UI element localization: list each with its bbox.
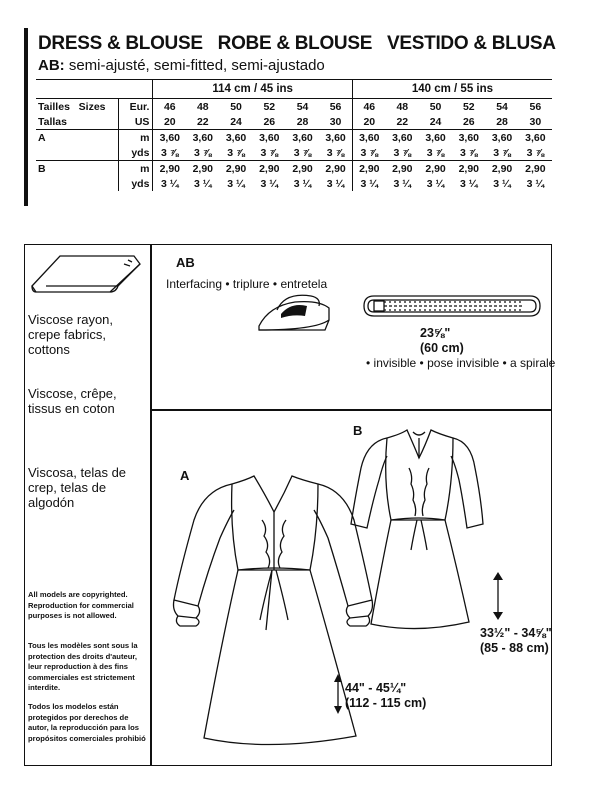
yardage-cell: 3 ⅞: [493, 146, 511, 159]
yardage-cell: 3 ⅞: [293, 146, 312, 159]
yardage-cell: 3 ¼: [227, 177, 245, 190]
fit-text: semi-ajusté, semi-fitted, semi-ajustado: [64, 57, 325, 74]
yardage-cell: 3,60: [253, 130, 286, 146]
view-a-yds-row: [36, 145, 552, 161]
fit-code: AB:: [38, 57, 65, 74]
yardage-cell: 2,90: [519, 161, 552, 177]
panel-divider-vertical: [150, 244, 152, 766]
yardage-cell: 3,60: [519, 130, 552, 146]
yardage-cell: 3 ¼: [493, 177, 511, 190]
yardage-cell: 3 ¼: [393, 177, 412, 190]
size-cell: 30: [329, 115, 342, 128]
size-cell: 46: [352, 99, 385, 115]
accent-bar: [24, 28, 28, 206]
view-label: B: [36, 161, 119, 177]
yardage-cell: 3,60: [286, 130, 319, 146]
size-cell: 52: [462, 100, 475, 113]
length-arrow-a: [333, 672, 343, 716]
yardage-cell: 3,60: [352, 130, 385, 146]
copyright-fr: Tous les modèles sont sous la protection des droits d'auteur, leur reproduction à des fins commerciales est strictement interdite.: [28, 641, 138, 692]
yardage-cell: 2,90: [485, 161, 518, 177]
zipper-length-cm: (60 cm): [420, 341, 464, 355]
size-label: Tailles Sizes: [38, 100, 106, 113]
yardage-cell: 2,90: [386, 161, 419, 177]
fabric-width-row: [36, 80, 552, 99]
panel-divider-horizontal: [150, 409, 552, 411]
length-b-cm: (85 - 88 cm): [480, 641, 549, 655]
yardage-cell: 3 ¼: [153, 176, 186, 191]
view-b-m-row: [36, 161, 552, 177]
us-size-row: [36, 114, 552, 130]
size-cell: 56: [529, 100, 542, 113]
view-a-label: A: [180, 468, 190, 483]
notions-views: AB: [176, 255, 195, 270]
eur-label: Eur.: [119, 99, 153, 115]
unit-label: yds: [119, 145, 153, 161]
yardage-cell: 3 ⅞: [526, 146, 545, 159]
yardage-cell: 3 ⅞: [352, 145, 385, 161]
yardage-cell: 3,60: [485, 130, 518, 146]
size-cell: 50: [429, 100, 442, 113]
yardage-cell: 2,90: [352, 161, 385, 177]
copyright-en: All models are copyrighted. Reproduction for commercial purposes is not allowed.: [28, 590, 134, 620]
yardage-cell: 3 ⅞: [426, 146, 445, 159]
view-label: A: [36, 130, 119, 146]
fabric-bolt-icon: [30, 250, 148, 296]
size-cell: 22: [396, 115, 409, 128]
size-cell: 30: [529, 115, 542, 128]
yardage-cell: 3,60: [319, 130, 352, 146]
yardage-cell: 2,90: [253, 161, 286, 177]
yardage-cell: 3 ¼: [194, 177, 212, 190]
yardage-cell: 3 ⅞: [326, 146, 345, 159]
copyright-es: Todos los modelos están protegidos por derechos de autor, la reproducción para los propósitos comerciales prohibió: [28, 702, 146, 743]
fabric-suggestions-en: Viscose rayon, crepe fabrics, cottons: [28, 312, 114, 357]
page-title: DRESS & BLOUSE ROBE & BLOUSE VESTIDO & BLUSA: [38, 33, 556, 54]
view-b-label: B: [353, 423, 363, 438]
yardage-cell: 2,90: [452, 161, 485, 177]
length-a: [345, 681, 426, 711]
yardage-cell: 2,90: [419, 161, 452, 177]
yardage-cell: 2,90: [286, 161, 319, 177]
yardage-cell: 3 ¼: [526, 177, 545, 190]
size-cell: 26: [263, 115, 276, 128]
fabric-suggestions-fr: Viscose, crêpe, tissus en coton: [28, 386, 117, 416]
size-cell: 48: [196, 100, 209, 113]
unit-label: m: [119, 130, 153, 146]
length-b-in: 33½" - 34⅝": [480, 626, 552, 640]
yardage-cell: 2,90: [319, 161, 352, 177]
eur-size-row: [36, 99, 552, 115]
yardage-table: [36, 79, 552, 191]
yardage-cell: 3 ⅞: [393, 146, 412, 159]
size-cell: 52: [263, 100, 276, 113]
zipper-length: [420, 326, 464, 356]
iron-icon: [255, 290, 335, 338]
unit-label: m: [119, 161, 153, 177]
yardage-cell: 3,60: [219, 130, 252, 146]
yardage-cell: 2,90: [186, 161, 219, 177]
fabric-width-114: 114 cm / 45 ins: [153, 80, 353, 99]
fit-subtitle: [38, 57, 325, 74]
yardage-cell: 3,60: [419, 130, 452, 146]
size-cell: 24: [429, 115, 442, 128]
zipper-type: • invisible • pose invisible • a spirale: [366, 356, 556, 370]
length-a-cm: (112 - 115 cm): [345, 696, 427, 710]
length-arrow-b: [492, 570, 504, 622]
fabric-width-140: 140 cm / 55 ins: [352, 80, 552, 99]
yardage-cell: 3 ¼: [460, 177, 478, 190]
length-a-in: 44" - 45¼": [345, 681, 407, 695]
yardage-cell: 3 ⅞: [227, 146, 245, 159]
yardage-cell: 3 ¼: [293, 177, 312, 190]
yardage-cell: 3,60: [153, 130, 186, 146]
size-cell: 54: [496, 100, 508, 113]
size-cell: 20: [153, 114, 186, 130]
yardage-cell: 3 ¼: [326, 177, 345, 190]
size-label-es: Tallas: [38, 115, 67, 128]
size-cell: 24: [230, 115, 242, 128]
size-cell: 22: [196, 115, 209, 128]
interfacing-label: Interfacing • triplure • entretela: [166, 277, 328, 291]
yardage-cell: 2,90: [153, 161, 186, 177]
size-cell: 20: [352, 114, 385, 130]
yardage-cell: 3,60: [386, 130, 419, 146]
yardage-cell: 3 ⅞: [153, 145, 186, 161]
yardage-cell: 3 ⅞: [194, 146, 212, 159]
size-cell: 50: [230, 100, 242, 113]
yardage-cell: 3 ¼: [352, 176, 385, 191]
length-b: [480, 626, 552, 656]
size-cell: 28: [296, 115, 309, 128]
yardage-cell: 3,60: [452, 130, 485, 146]
size-cell: 54: [296, 100, 309, 113]
size-cell: 48: [396, 100, 409, 113]
yardage-cell: 3 ¼: [426, 177, 445, 190]
fabric-suggestions-es: Viscosa, telas de crep, telas de algodón: [28, 465, 127, 510]
us-label: US: [119, 114, 153, 130]
zipper-length-in: 23⅝": [420, 326, 451, 340]
size-cell: 26: [462, 115, 475, 128]
yardage-cell: 3 ⅞: [460, 146, 478, 159]
view-b-yds-row: [36, 176, 552, 191]
zipper-icon: [362, 292, 542, 320]
yardage-cell: 2,90: [219, 161, 252, 177]
unit-label: yds: [119, 176, 153, 191]
yardage-cell: 3,60: [186, 130, 219, 146]
view-a-m-row: [36, 130, 552, 146]
size-cell: 56: [329, 100, 342, 113]
blouse-b-illustration: [345, 428, 485, 634]
yardage-cell: 3 ¼: [260, 177, 279, 190]
size-cell: 46: [153, 99, 186, 115]
yardage-cell: 3 ⅞: [260, 146, 279, 159]
size-cell: 28: [496, 115, 508, 128]
